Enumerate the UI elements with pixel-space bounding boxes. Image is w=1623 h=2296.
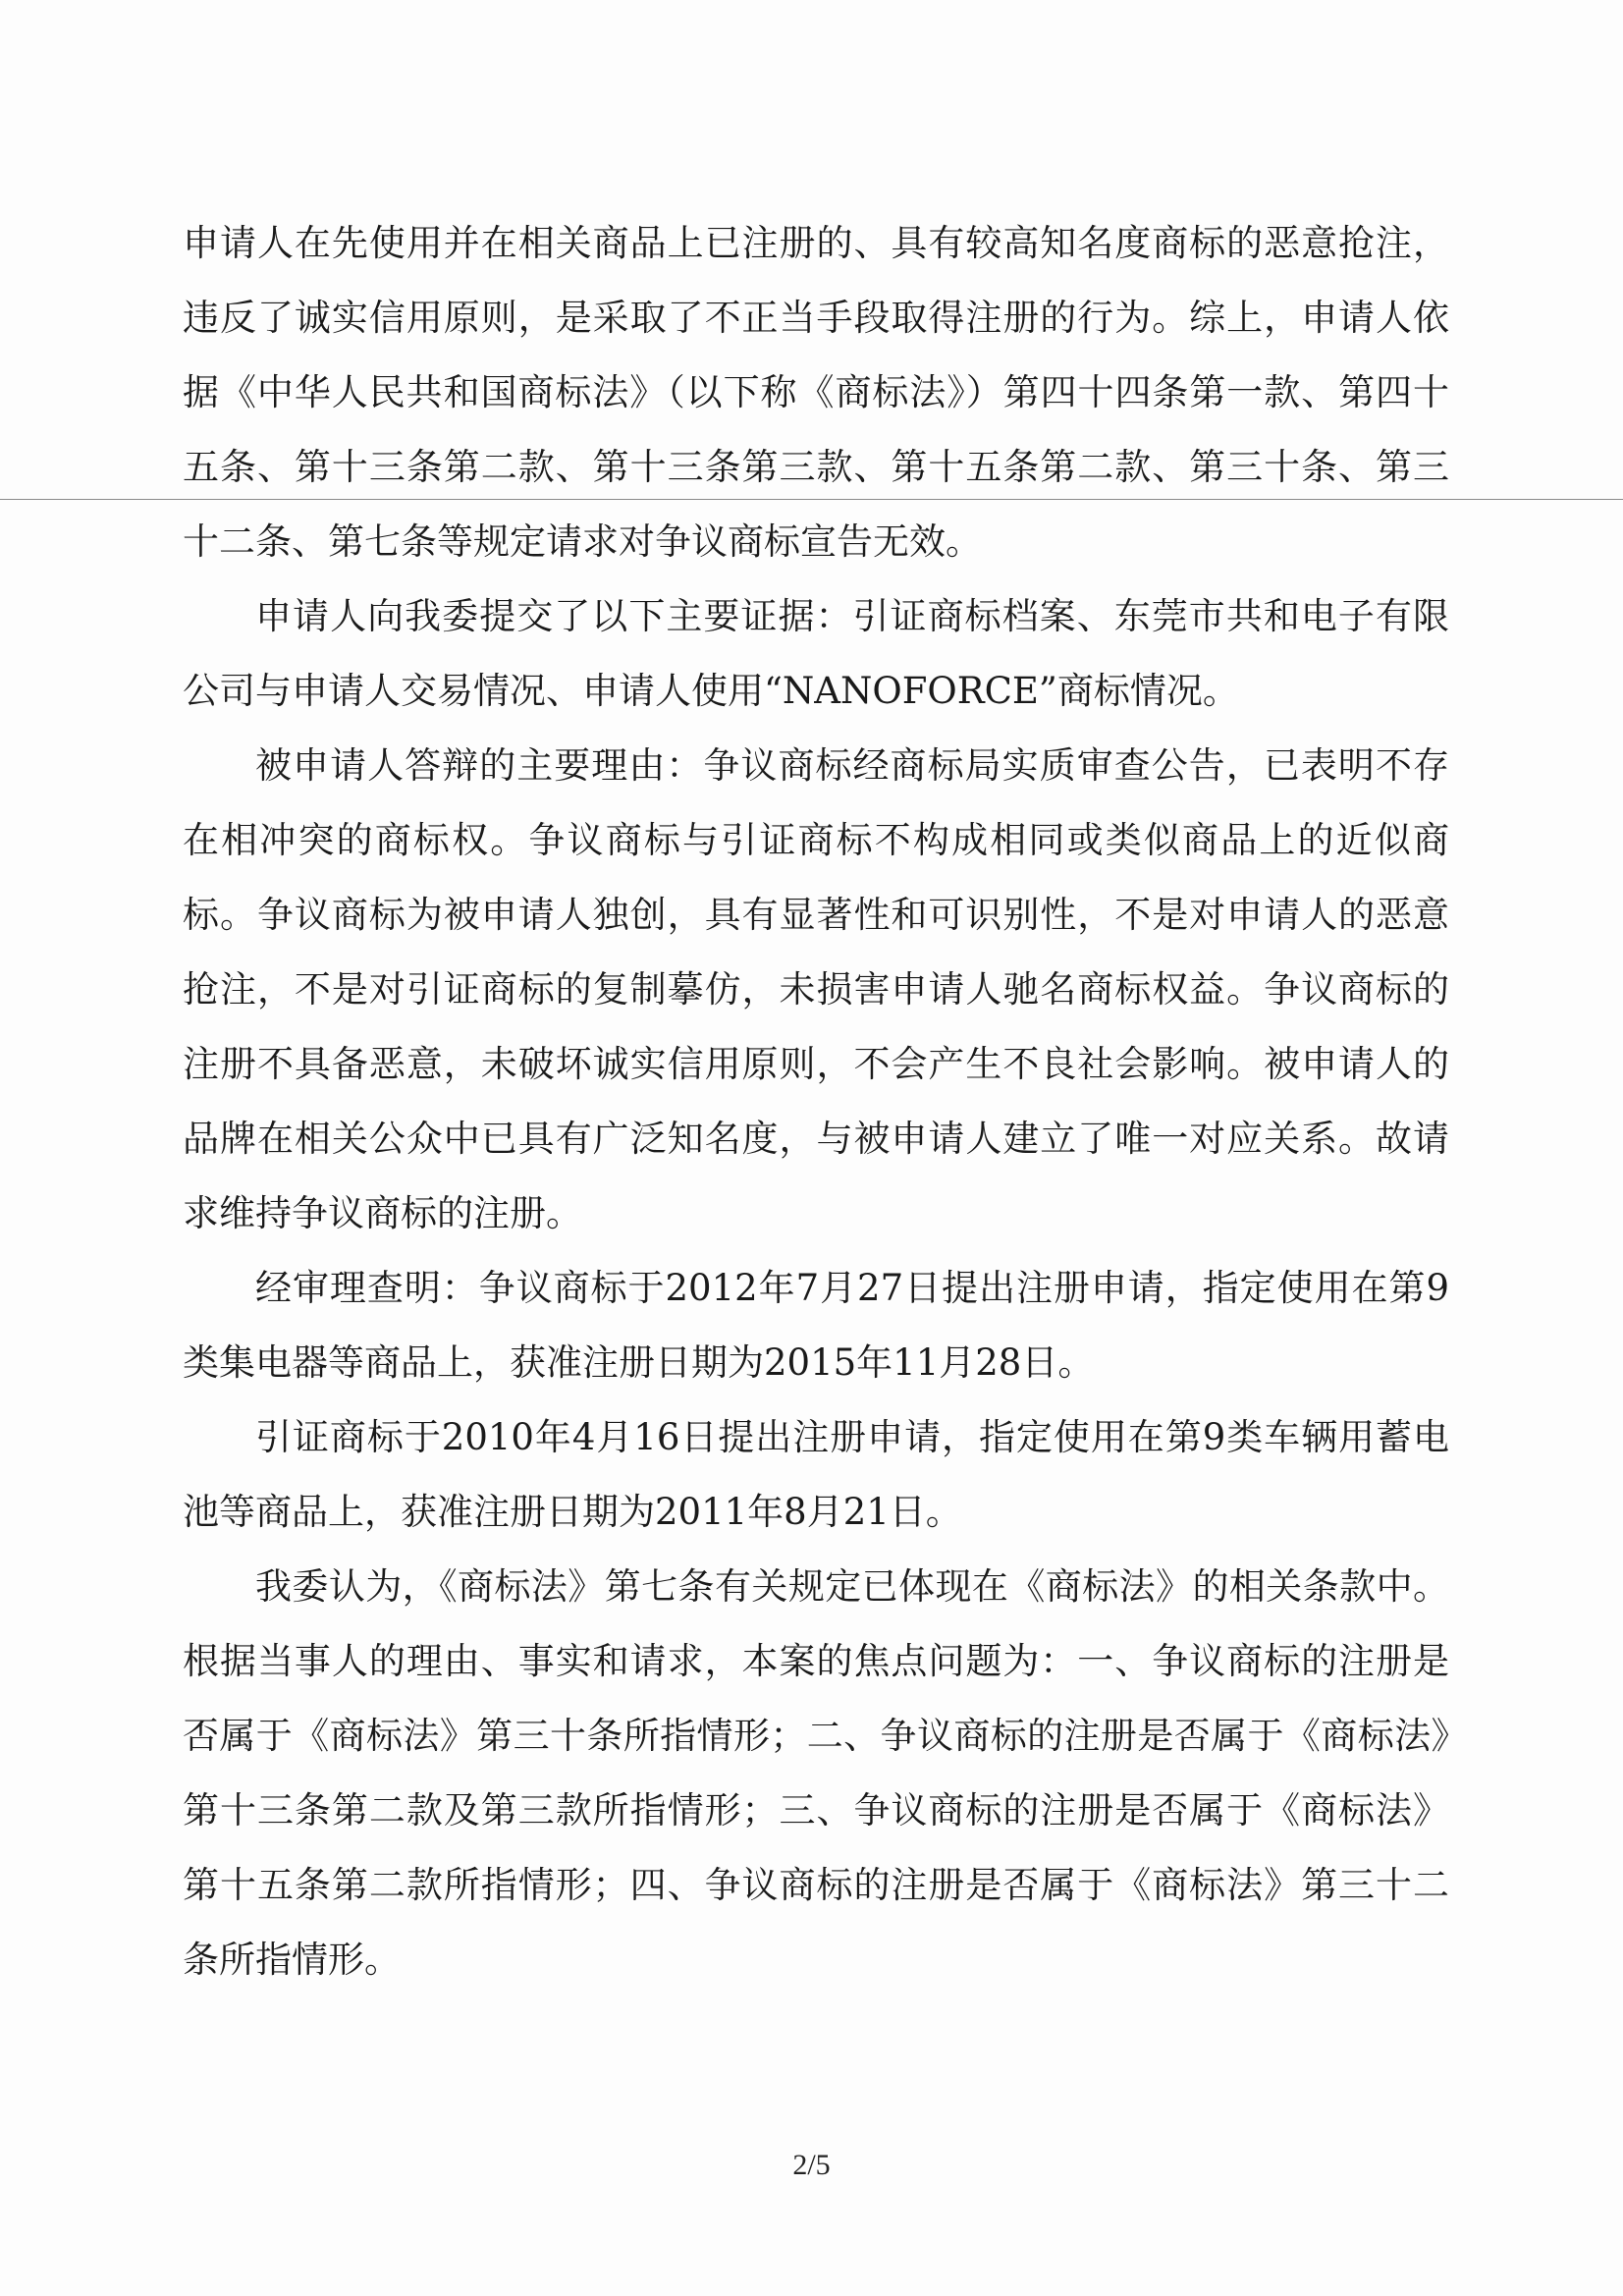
paragraph-1: 申请人在先使用并在相关商品上已注册的、具有较高知名度商标的恶意抢注，违反了诚实信用原则，是采取了不正当手段取得注册的行为。综上，申请人依据《中华人民共和国商标法》（以下称《商标法》）第四十四条第一款、第四十五条、第十三条第二款、第十三条第三款、第十五条第二款、第三十条、第三十二条、第七条等规定请求对争议商标宣告无效。 [183,222,1449,563]
paragraph-5: 引证商标于2010年4月16日提出注册申请，指定使用在第9类车辆用蓄电池等商品上，获准注册日期为2011年8月21日。 [183,1416,1449,1533]
document-body [183,206,1449,1997]
paragraph-4: 经审理查明：争议商标于2012年7月27日提出注册申请，指定使用在第9类集电器等商品上，获准注册日期为2015年11月28日。 [183,1267,1449,1384]
paragraph-6: 我委认为，《商标法》第七条有关规定已体现在《商标法》的相关条款中。根据当事人的理由、事实和请求，本案的焦点问题为：一、争议商标的注册是否属于《商标法》第三十条所指情形；二、争议商标的注册是否属于《商标法》第十三条第二款及第三款所指情形；三、争议商标的注册是否属于《商标法》第十五条第二款所指情形；四、争议商标的注册是否属于《商标法》第三十二条所指情形。 [183,1565,1449,1981]
page-number: 2/5 [792,2149,831,2181]
paragraph-2: 申请人向我委提交了以下主要证据：引证商标档案、东莞市共和电子有限公司与申请人交易情况、申请人使用“NANOFORCE”商标情况。 [183,595,1449,712]
paragraph-3: 被申请人答辩的主要理由：争议商标经商标局实质审查公告，已表明不存在相冲突的商标权。争议商标与引证商标不构成相同或类似商品上的近似商标。争议商标为被申请人独创，具有显著性和可识别性，不是对申请人的恶意抢注，不是对引证商标的复制摹仿，未损害申请人驰名商标权益。争议商标的注册不具备恶意，未破坏诚实信用原则，不会产生不良社会影响。被申请人的品牌在相关公众中已具有广泛知名度，与被申请人建立了唯一对应关系。故请求维持争议商标的注册。 [183,744,1449,1234]
